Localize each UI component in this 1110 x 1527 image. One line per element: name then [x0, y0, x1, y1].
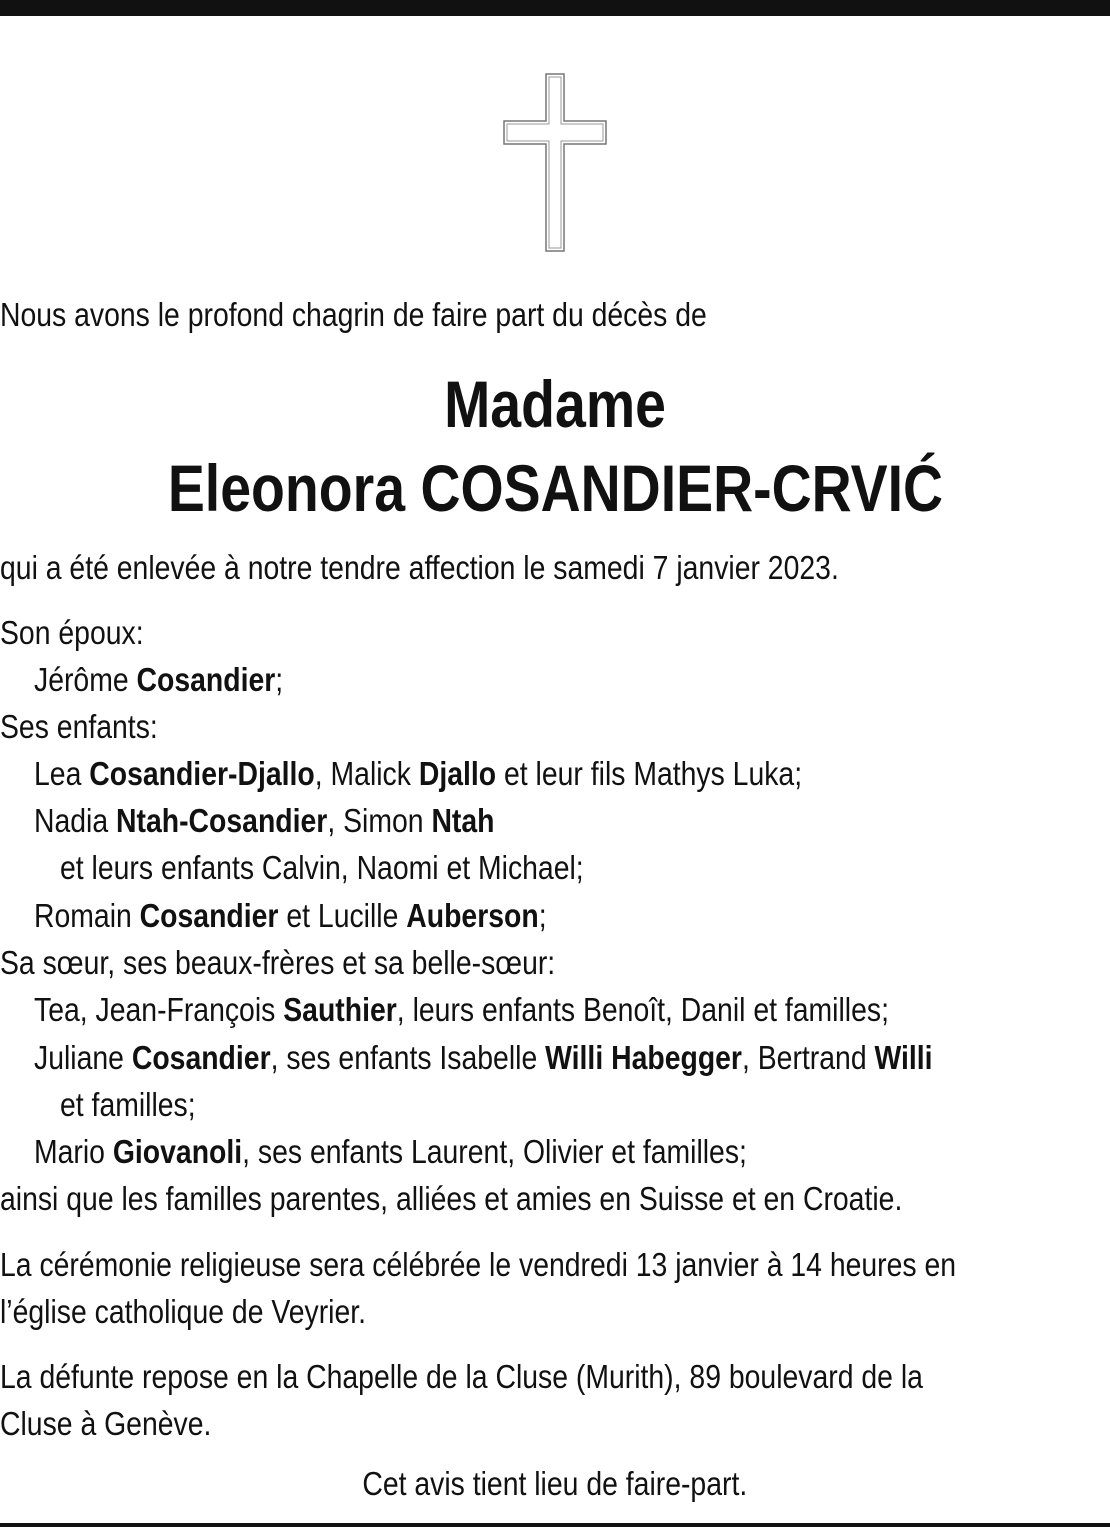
- closing-text: Cet avis tient lieu de faire-part.: [362, 1465, 748, 1502]
- children-heading: Ses enfants:: [0, 708, 158, 745]
- rest-line-1: La défunte repose en la Chapelle de la Cluse (Murith), 89 boulevard de la: [0, 1358, 923, 1395]
- deceased-name: Eleonora COSANDIER-CRVIĆ: [167, 451, 943, 525]
- child-line-3: Romain Cosandier et Lucille Auberson;: [34, 897, 547, 934]
- top-border: [0, 0, 1110, 16]
- spouse-line: Jérôme Cosandier;: [34, 661, 284, 698]
- ceremony-line-2: l’église catholique de Veyrier.: [0, 1293, 367, 1330]
- deceased-title: Madame: [444, 367, 666, 441]
- siblings-heading: Sa sœur, ses beaux-frères et sa belle-sœur:: [0, 944, 556, 981]
- passing-text: qui a été enlevée à notre tendre affection le samedi 7 janvier 2023.: [0, 549, 839, 586]
- child-line-1: Lea Cosandier-Djallo, Malick Djallo et leur fils Mathys Luka;: [34, 755, 803, 792]
- sibling-line-1: Tea, Jean-François Sauthier, leurs enfants Benoît, Danil et familles;: [34, 991, 889, 1028]
- relatives-text: ainsi que les familles parentes, alliées et amies en Suisse et en Croatie.: [0, 1180, 903, 1217]
- sibling-line-3: Mario Giovanoli, ses enfants Laurent, Olivier et familles;: [34, 1133, 747, 1170]
- ceremony-line-1: La cérémonie religieuse sera célébrée le vendredi 13 janvier à 14 heures en: [0, 1246, 957, 1283]
- child-line-2-cont: et leurs enfants Calvin, Naomi et Michael;: [60, 849, 584, 886]
- sibling-line-2: Juliane Cosandier, ses enfants Isabelle Willi Habegger, Bertrand Willi: [34, 1039, 933, 1076]
- child-line-2: Nadia Ntah-Cosandier, Simon Ntah: [34, 802, 495, 839]
- cross-icon: [503, 73, 607, 252]
- rest-line-2: Cluse à Genève.: [0, 1405, 212, 1442]
- sibling-line-2-cont: et familles;: [60, 1086, 196, 1123]
- intro-text: Nous avons le profond chagrin de faire part du décès de: [0, 296, 707, 333]
- bottom-border: [0, 1523, 1110, 1527]
- spouse-heading: Son époux:: [0, 614, 144, 651]
